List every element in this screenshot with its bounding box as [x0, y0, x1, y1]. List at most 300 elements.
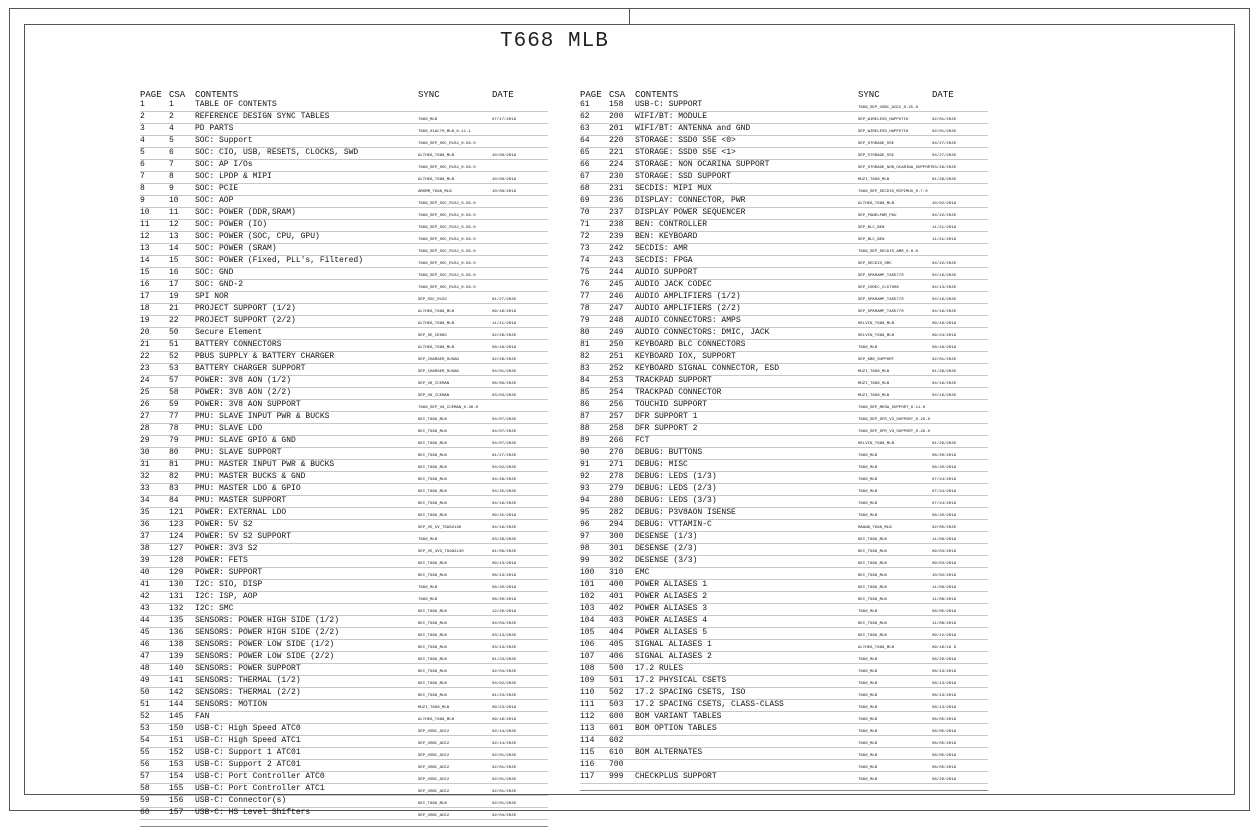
- row-csa: 201: [609, 124, 624, 133]
- row-contents: SOC: Support: [195, 136, 253, 145]
- row-sync: SEP_CHARGER_SUSAN: [418, 358, 459, 362]
- page-title: T668 MLB: [500, 30, 609, 53]
- row-contents: BOM ALTERNATES: [635, 748, 703, 757]
- table-row: [140, 268, 548, 280]
- row-csa: 401: [609, 592, 624, 601]
- row-csa: 238: [609, 220, 624, 229]
- row-page: 105: [580, 628, 595, 637]
- row-page: 53: [140, 724, 150, 733]
- table-bottom-rule: [580, 784, 988, 791]
- toc-rows-right: [580, 100, 988, 784]
- row-sync: KEI_T668_MLB: [418, 574, 447, 578]
- row-contents: SOC: POWER (SOC, CPU, GPU): [195, 232, 320, 241]
- row-csa: 280: [609, 496, 624, 505]
- row-csa: 8: [169, 172, 174, 181]
- row-contents: PMU: MASTER BUCKS & GND: [195, 472, 306, 481]
- row-page: 91: [580, 460, 590, 469]
- row-date: 08/05/2019: [932, 754, 957, 758]
- table-row: [140, 316, 548, 328]
- row-sync: T668_MLB: [418, 118, 438, 122]
- row-page: 24: [140, 376, 150, 385]
- table-row: [580, 112, 988, 124]
- row-csa: 239: [609, 232, 624, 241]
- row-sync: KEI_T668_MLB: [418, 670, 447, 674]
- row-contents: TRACKPAD SUPPORT: [635, 376, 712, 385]
- table-row: [580, 400, 988, 412]
- table-row: [140, 772, 548, 784]
- table-row: [140, 796, 548, 808]
- row-sync: KEI_T668_MLB: [418, 454, 447, 458]
- table-row: [140, 304, 548, 316]
- row-csa: 151: [169, 736, 184, 745]
- row-page: 64: [580, 136, 590, 145]
- row-page: 70: [580, 208, 590, 217]
- row-contents: AUDIO JACK CODEC: [635, 280, 712, 289]
- row-sync: T668_SEP_SECDIS_MIPIMUX_0.7.0: [858, 190, 928, 194]
- header-page: PAGE: [580, 90, 602, 100]
- table-row: [580, 724, 988, 736]
- row-page: 42: [140, 592, 150, 601]
- row-contents: SOC: POWER (DDR,SRAM): [195, 208, 296, 217]
- table-row: [140, 700, 548, 712]
- row-sync: KEI_T668_MLB: [418, 694, 447, 698]
- row-csa: 294: [609, 520, 624, 529]
- row-csa: 140: [169, 664, 184, 673]
- row-date: 11/08/2019: [932, 586, 957, 590]
- table-row: [140, 628, 548, 640]
- row-page: 60: [140, 808, 150, 817]
- row-csa: 58: [169, 388, 179, 397]
- row-csa: 127: [169, 544, 184, 553]
- row-date: 08/29/2019: [932, 658, 957, 662]
- row-sync: SEP_SPKRAMP_TAS5770: [858, 310, 904, 314]
- table-row: [580, 352, 988, 364]
- row-page: 2: [140, 112, 145, 121]
- row-contents: USB-C: Support 2 ATC01: [195, 760, 301, 769]
- row-contents: USB-C: High Speed ATC0: [195, 724, 301, 733]
- row-contents: PBUS SUPPLY & BATTERY CHARGER: [195, 352, 335, 361]
- table-row: [140, 748, 548, 760]
- row-page: 32: [140, 472, 150, 481]
- table-row: [140, 136, 548, 148]
- table-row: [580, 616, 988, 628]
- table-row: [580, 448, 988, 460]
- row-page: 52: [140, 712, 150, 721]
- row-csa: 400: [609, 580, 624, 589]
- row-sync: T668_MLB: [858, 766, 878, 770]
- row-contents: REFERENCE DESIGN SYNC TABLES: [195, 112, 330, 121]
- row-contents: PROJECT SUPPORT (2/2): [195, 316, 296, 325]
- row-sync: T668_X1AC70_MLB_0.11.1: [418, 130, 471, 134]
- row-contents: SENSORS: MOTION: [195, 700, 268, 709]
- row-csa: 406: [609, 652, 624, 661]
- row-contents: SOC: CIO, USB, RESETS, CLOCKS, SWD: [195, 148, 359, 157]
- row-sync: SEP_SE_CE065: [418, 334, 447, 338]
- header-contents: CONTENTS: [195, 90, 239, 100]
- row-page: 56: [140, 760, 150, 769]
- row-page: 114: [580, 736, 595, 745]
- table-row: [580, 208, 988, 220]
- row-csa: 156: [169, 796, 184, 805]
- row-date: 10/08/2019: [492, 178, 517, 182]
- row-sync: KEI_T668_MLB: [418, 610, 447, 614]
- row-csa: 249: [609, 328, 624, 337]
- table-row: [580, 232, 988, 244]
- row-csa: 254: [609, 388, 624, 397]
- table-row: [580, 712, 988, 724]
- row-contents: DEBUG: LEDS (3/3): [635, 496, 717, 505]
- row-csa: 14: [169, 244, 179, 253]
- table-row: [140, 220, 548, 232]
- table-row: [580, 688, 988, 700]
- row-sync: ALTHEA_T668_MLB: [418, 718, 455, 722]
- row-csa: 6: [169, 148, 174, 157]
- row-page: 49: [140, 676, 150, 685]
- row-contents: SECDIS: AMR: [635, 244, 688, 253]
- table-row: [580, 556, 988, 568]
- row-date: 02/05/2020: [932, 526, 957, 530]
- row-date: 09/24/2019: [932, 334, 957, 338]
- row-csa: 17: [169, 280, 179, 289]
- row-csa: 153: [169, 760, 184, 769]
- row-date: 04/16/2020: [932, 274, 957, 278]
- table-row: [140, 604, 548, 616]
- row-contents: SOC: LPDP & MIPI: [195, 172, 272, 181]
- table-row: [580, 388, 988, 400]
- row-contents: KEYBOARD BLC CONNECTORS: [635, 340, 746, 349]
- row-sync: KEI_T668_MLB: [858, 586, 887, 590]
- row-page: 62: [580, 112, 590, 121]
- row-csa: 247: [609, 304, 624, 313]
- row-contents: KEYBOARD IOX, SUPPORT: [635, 352, 736, 361]
- row-contents: SOC: POWER (SRAM): [195, 244, 277, 253]
- row-contents: TABLE OF CONTENTS: [195, 100, 277, 109]
- row-csa: 12: [169, 220, 179, 229]
- row-csa: 256: [609, 400, 624, 409]
- table-row: [140, 244, 548, 256]
- row-page: 48: [140, 664, 150, 673]
- row-sync: T668_MLB: [858, 670, 878, 674]
- table-row: [580, 520, 988, 532]
- table-row: [140, 208, 548, 220]
- row-csa: 124: [169, 532, 184, 541]
- table-row: [140, 724, 548, 736]
- table-row: [580, 304, 988, 316]
- row-csa: 220: [609, 136, 624, 145]
- header-date: DATE: [492, 90, 514, 100]
- row-date: 08/18/2019: [932, 346, 957, 350]
- row-sync: ALTHEA_T668_MLB: [418, 310, 455, 314]
- row-page: 39: [140, 556, 150, 565]
- row-sync: T668_SEP_SOC_R1S2_0.56.0: [418, 262, 476, 266]
- row-csa: 84: [169, 496, 179, 505]
- row-page: 57: [140, 772, 150, 781]
- row-date: 09/13/2019: [492, 562, 517, 566]
- row-sync: MUZI_T668_MLB: [858, 370, 890, 374]
- row-sync: SEP_USBC_ACE2: [418, 766, 450, 770]
- row-date: 02/01/2020: [492, 754, 517, 758]
- row-sync: HELVIN_T668_MLB: [858, 442, 895, 446]
- row-sync: SEP_CHARGER_SUSAN: [418, 370, 459, 374]
- row-csa: 4: [169, 124, 174, 133]
- row-csa: 128: [169, 556, 184, 565]
- row-contents: I2C: SMC: [195, 604, 234, 613]
- row-sync: MUZI_T668_MLB: [418, 706, 450, 710]
- row-sync: T668_MLB: [858, 778, 878, 782]
- row-date: 02/01/2020: [492, 790, 517, 794]
- row-sync: ALTHEA_T668_MLB: [418, 154, 455, 158]
- row-page: 7: [140, 172, 145, 181]
- table-row: [140, 376, 548, 388]
- row-csa: 50: [169, 328, 179, 337]
- row-sync: SEP_V5_5V_TS982130: [418, 526, 462, 530]
- table-row: [580, 184, 988, 196]
- row-contents: STORAGE: SSD0 S5E <1>: [635, 148, 736, 157]
- row-date: 07/24/2019: [932, 478, 957, 482]
- row-page: 35: [140, 508, 150, 517]
- row-contents: 17.2 SPACING CSETS, CLASS-CLASS: [635, 700, 784, 709]
- row-date: 01/28/2020: [932, 370, 957, 374]
- row-page: 102: [580, 592, 595, 601]
- header-date: DATE: [932, 90, 954, 100]
- table-row: [140, 256, 548, 268]
- row-csa: 258: [609, 424, 624, 433]
- row-page: 13: [140, 244, 150, 253]
- row-contents: SENSORS: POWER HIGH SIDE (1/2): [195, 616, 340, 625]
- row-page: 109: [580, 676, 595, 685]
- row-page: 63: [580, 124, 590, 133]
- row-page: 80: [580, 328, 590, 337]
- row-contents: BEN: CONTROLLER: [635, 220, 708, 229]
- row-contents: SENSORS: THERMAL (1/2): [195, 676, 301, 685]
- row-contents: SECDIS: MIPI MUX: [635, 184, 712, 193]
- table-row: [140, 556, 548, 568]
- row-contents: AUDIO CONNECTORS: DMIC, JACK: [635, 328, 770, 337]
- row-sync: SEP_SPKRAMP_TAS5770: [858, 274, 904, 278]
- row-sync: SEP_CODEC_CL5TH08: [858, 286, 899, 290]
- table-row: [580, 628, 988, 640]
- row-csa: 251: [609, 352, 624, 361]
- row-sync: ALTHEA_T668_MLB: [418, 322, 455, 326]
- row-sync: SEP_BLC_BEN: [858, 226, 885, 230]
- row-date: 10/08/2019: [492, 190, 517, 194]
- row-csa: 155: [169, 784, 184, 793]
- row-csa: 404: [609, 628, 624, 637]
- row-csa: 300: [609, 532, 624, 541]
- row-date: 11/21/2019: [932, 226, 957, 230]
- toc-table-left: [140, 90, 548, 827]
- row-date: 03/03/2020: [492, 394, 517, 398]
- row-csa: 19: [169, 292, 179, 301]
- row-sync: SEP_USBC_ACE2: [418, 790, 450, 794]
- row-contents: AUDIO CONNECTORS: AMPS: [635, 316, 741, 325]
- row-page: 36: [140, 520, 150, 529]
- row-contents: POWER: 3V8 AON (1/2): [195, 376, 292, 385]
- row-csa: 81: [169, 460, 179, 469]
- row-csa: 16: [169, 268, 179, 277]
- row-sync: SEP_USBC_ACE2: [418, 814, 450, 818]
- row-date: 02/01/2020: [932, 118, 957, 122]
- row-page: 66: [580, 160, 590, 169]
- table-row: [140, 688, 548, 700]
- row-page: 50: [140, 688, 150, 697]
- row-date: 01/09/2020: [492, 550, 517, 554]
- row-date: 04/04/2020: [492, 622, 517, 626]
- row-date: 04/16/2020: [932, 382, 957, 386]
- row-page: 29: [140, 436, 150, 445]
- row-sync: KEI_T668_MLB: [418, 490, 447, 494]
- row-csa: 279: [609, 484, 624, 493]
- row-csa: 51: [169, 340, 179, 349]
- row-csa: 144: [169, 700, 184, 709]
- row-page: 85: [580, 388, 590, 397]
- row-page: 117: [580, 772, 595, 781]
- table-row: [580, 592, 988, 604]
- table-row: [580, 436, 988, 448]
- row-sync: KEI_T668_MLB: [418, 802, 447, 806]
- row-date: 04/13/2020: [932, 286, 957, 290]
- row-page: 34: [140, 496, 150, 505]
- row-csa: 7: [169, 160, 174, 169]
- table-row: [140, 400, 548, 412]
- row-date: 07/24/2019: [932, 502, 957, 506]
- row-date: 04/27/2020: [932, 142, 957, 146]
- row-contents: PROJECT SUPPORT (1/2): [195, 304, 296, 313]
- table-row: [140, 676, 548, 688]
- row-page: 54: [140, 736, 150, 745]
- table-row: [580, 328, 988, 340]
- row-page: 61: [580, 100, 590, 109]
- row-sync: T668_SEP_MESA_SUPPORT_0.11.0: [858, 406, 926, 410]
- row-date: 02/04/2020: [492, 814, 517, 818]
- row-csa: 11: [169, 208, 179, 217]
- row-date: 01/29/2020: [932, 442, 957, 446]
- row-sync: KEI_T668_MLB: [418, 682, 447, 686]
- row-page: 17: [140, 292, 150, 301]
- row-contents: BOM VARIANT TABLES: [635, 712, 722, 721]
- toc-header: [580, 90, 988, 100]
- row-date: 09/18/2019: [932, 322, 957, 326]
- row-contents: SENSORS: POWER HIGH SIDE (2/2): [195, 628, 340, 637]
- table-row: [140, 472, 548, 484]
- toc-table-right: [580, 90, 988, 791]
- row-contents: AUDIO AMPLIFIERS (2/2): [635, 304, 741, 313]
- table-row: [580, 196, 988, 208]
- row-page: 10: [140, 208, 150, 217]
- row-date: 04/27/2020: [932, 154, 957, 158]
- table-row: [580, 136, 988, 148]
- row-sync: SEP_WIRELESS_HAPPUTIH: [858, 118, 909, 122]
- row-date: 11/21/2019: [932, 238, 957, 242]
- table-row: [580, 220, 988, 232]
- row-csa: 271: [609, 460, 624, 469]
- row-date: 09/18/2019: [492, 718, 517, 722]
- row-sync: T668_SEP_SOC_R1S2_0.56.0: [418, 274, 476, 278]
- row-sync: MUZI_T668_MLB: [858, 382, 890, 386]
- row-sync: T668_MLB: [858, 718, 878, 722]
- table-row: [140, 232, 548, 244]
- row-contents: DFR SUPPORT 1: [635, 412, 698, 421]
- row-sync: KEI_T668_MLB: [418, 418, 447, 422]
- row-sync: T668_MLB: [858, 346, 878, 350]
- row-page: 96: [580, 520, 590, 529]
- row-sync: KEI_T668_MLB: [858, 634, 887, 638]
- row-page: 11: [140, 220, 150, 229]
- row-page: 94: [580, 496, 590, 505]
- row-sync: T668_SEP_V8_ICEMAN_0.36.0: [418, 406, 479, 410]
- row-sync: ALTHEA_T668_MLB: [418, 346, 455, 350]
- table-row: [580, 412, 988, 424]
- row-page: 99: [580, 556, 590, 565]
- row-sync: T668_SEP_SOC_R1S2_0.56.0: [418, 166, 476, 170]
- row-page: 68: [580, 184, 590, 193]
- row-date: 04/07/2020: [492, 442, 517, 446]
- row-sync: ALTHEA_T668_MLB: [858, 202, 895, 206]
- row-contents: Secure Element: [195, 328, 263, 337]
- row-date: 06/09/2020: [492, 382, 517, 386]
- row-csa: 83: [169, 484, 179, 493]
- row-contents: POWER ALIASES 1: [635, 580, 708, 589]
- row-contents: 17.2 PHYSICAL CSETS: [635, 676, 727, 685]
- row-sync: SEP_V8_ICEMAN: [418, 394, 450, 398]
- row-contents: SOC: PCIE: [195, 184, 239, 193]
- row-csa: 257: [609, 412, 624, 421]
- row-page: 79: [580, 316, 590, 325]
- row-contents: USB-C: Connector(s): [195, 796, 287, 805]
- row-contents: SECDIS: FPGA: [635, 256, 693, 265]
- row-date: 10/08/2019: [492, 154, 517, 158]
- row-date: 08/20/2019: [492, 586, 517, 590]
- row-csa: 501: [609, 676, 624, 685]
- row-sync: T668_MLB: [858, 610, 878, 614]
- row-csa: 221: [609, 148, 624, 157]
- row-date: 09/18/2019: [492, 310, 517, 314]
- table-row: [140, 532, 548, 544]
- row-sync: T668_SEP_SOC_R1S2_0.56.0: [418, 202, 476, 206]
- row-csa: 403: [609, 616, 624, 625]
- header-sync: SYNC: [418, 90, 440, 100]
- row-sync: T668_MLB: [858, 742, 878, 746]
- row-contents: PMU: SLAVE GPIO & GND: [195, 436, 296, 445]
- row-contents: CHECKPLUS SUPPORT: [635, 772, 717, 781]
- table-row: [580, 124, 988, 136]
- row-csa: 135: [169, 616, 184, 625]
- row-csa: 78: [169, 424, 179, 433]
- row-contents: DEBUG: LEDS (2/3): [635, 484, 717, 493]
- row-date: 02/26/2020: [492, 358, 517, 362]
- row-page: 69: [580, 196, 590, 205]
- row-csa: 224: [609, 160, 624, 169]
- row-csa: 405: [609, 640, 624, 649]
- row-csa: 302: [609, 556, 624, 565]
- row-date: 04/22/2020: [932, 214, 957, 218]
- row-sync: KEI_T668_MLB: [858, 622, 887, 626]
- row-date: 04/16/2020: [492, 526, 517, 530]
- row-page: 113: [580, 724, 595, 733]
- table-row: [580, 292, 988, 304]
- row-contents: SOC: AP I/Os: [195, 160, 253, 169]
- table-row: [140, 736, 548, 748]
- table-row: [140, 412, 548, 424]
- table-row: [140, 112, 548, 124]
- row-date: 03/29/2020: [932, 166, 957, 170]
- row-csa: 150: [169, 724, 184, 733]
- row-page: 33: [140, 484, 150, 493]
- row-page: 111: [580, 700, 595, 709]
- row-csa: 132: [169, 604, 184, 613]
- row-date: 07/24/2019: [932, 490, 957, 494]
- row-contents: TRACKPAD CONNECTOR: [635, 388, 722, 397]
